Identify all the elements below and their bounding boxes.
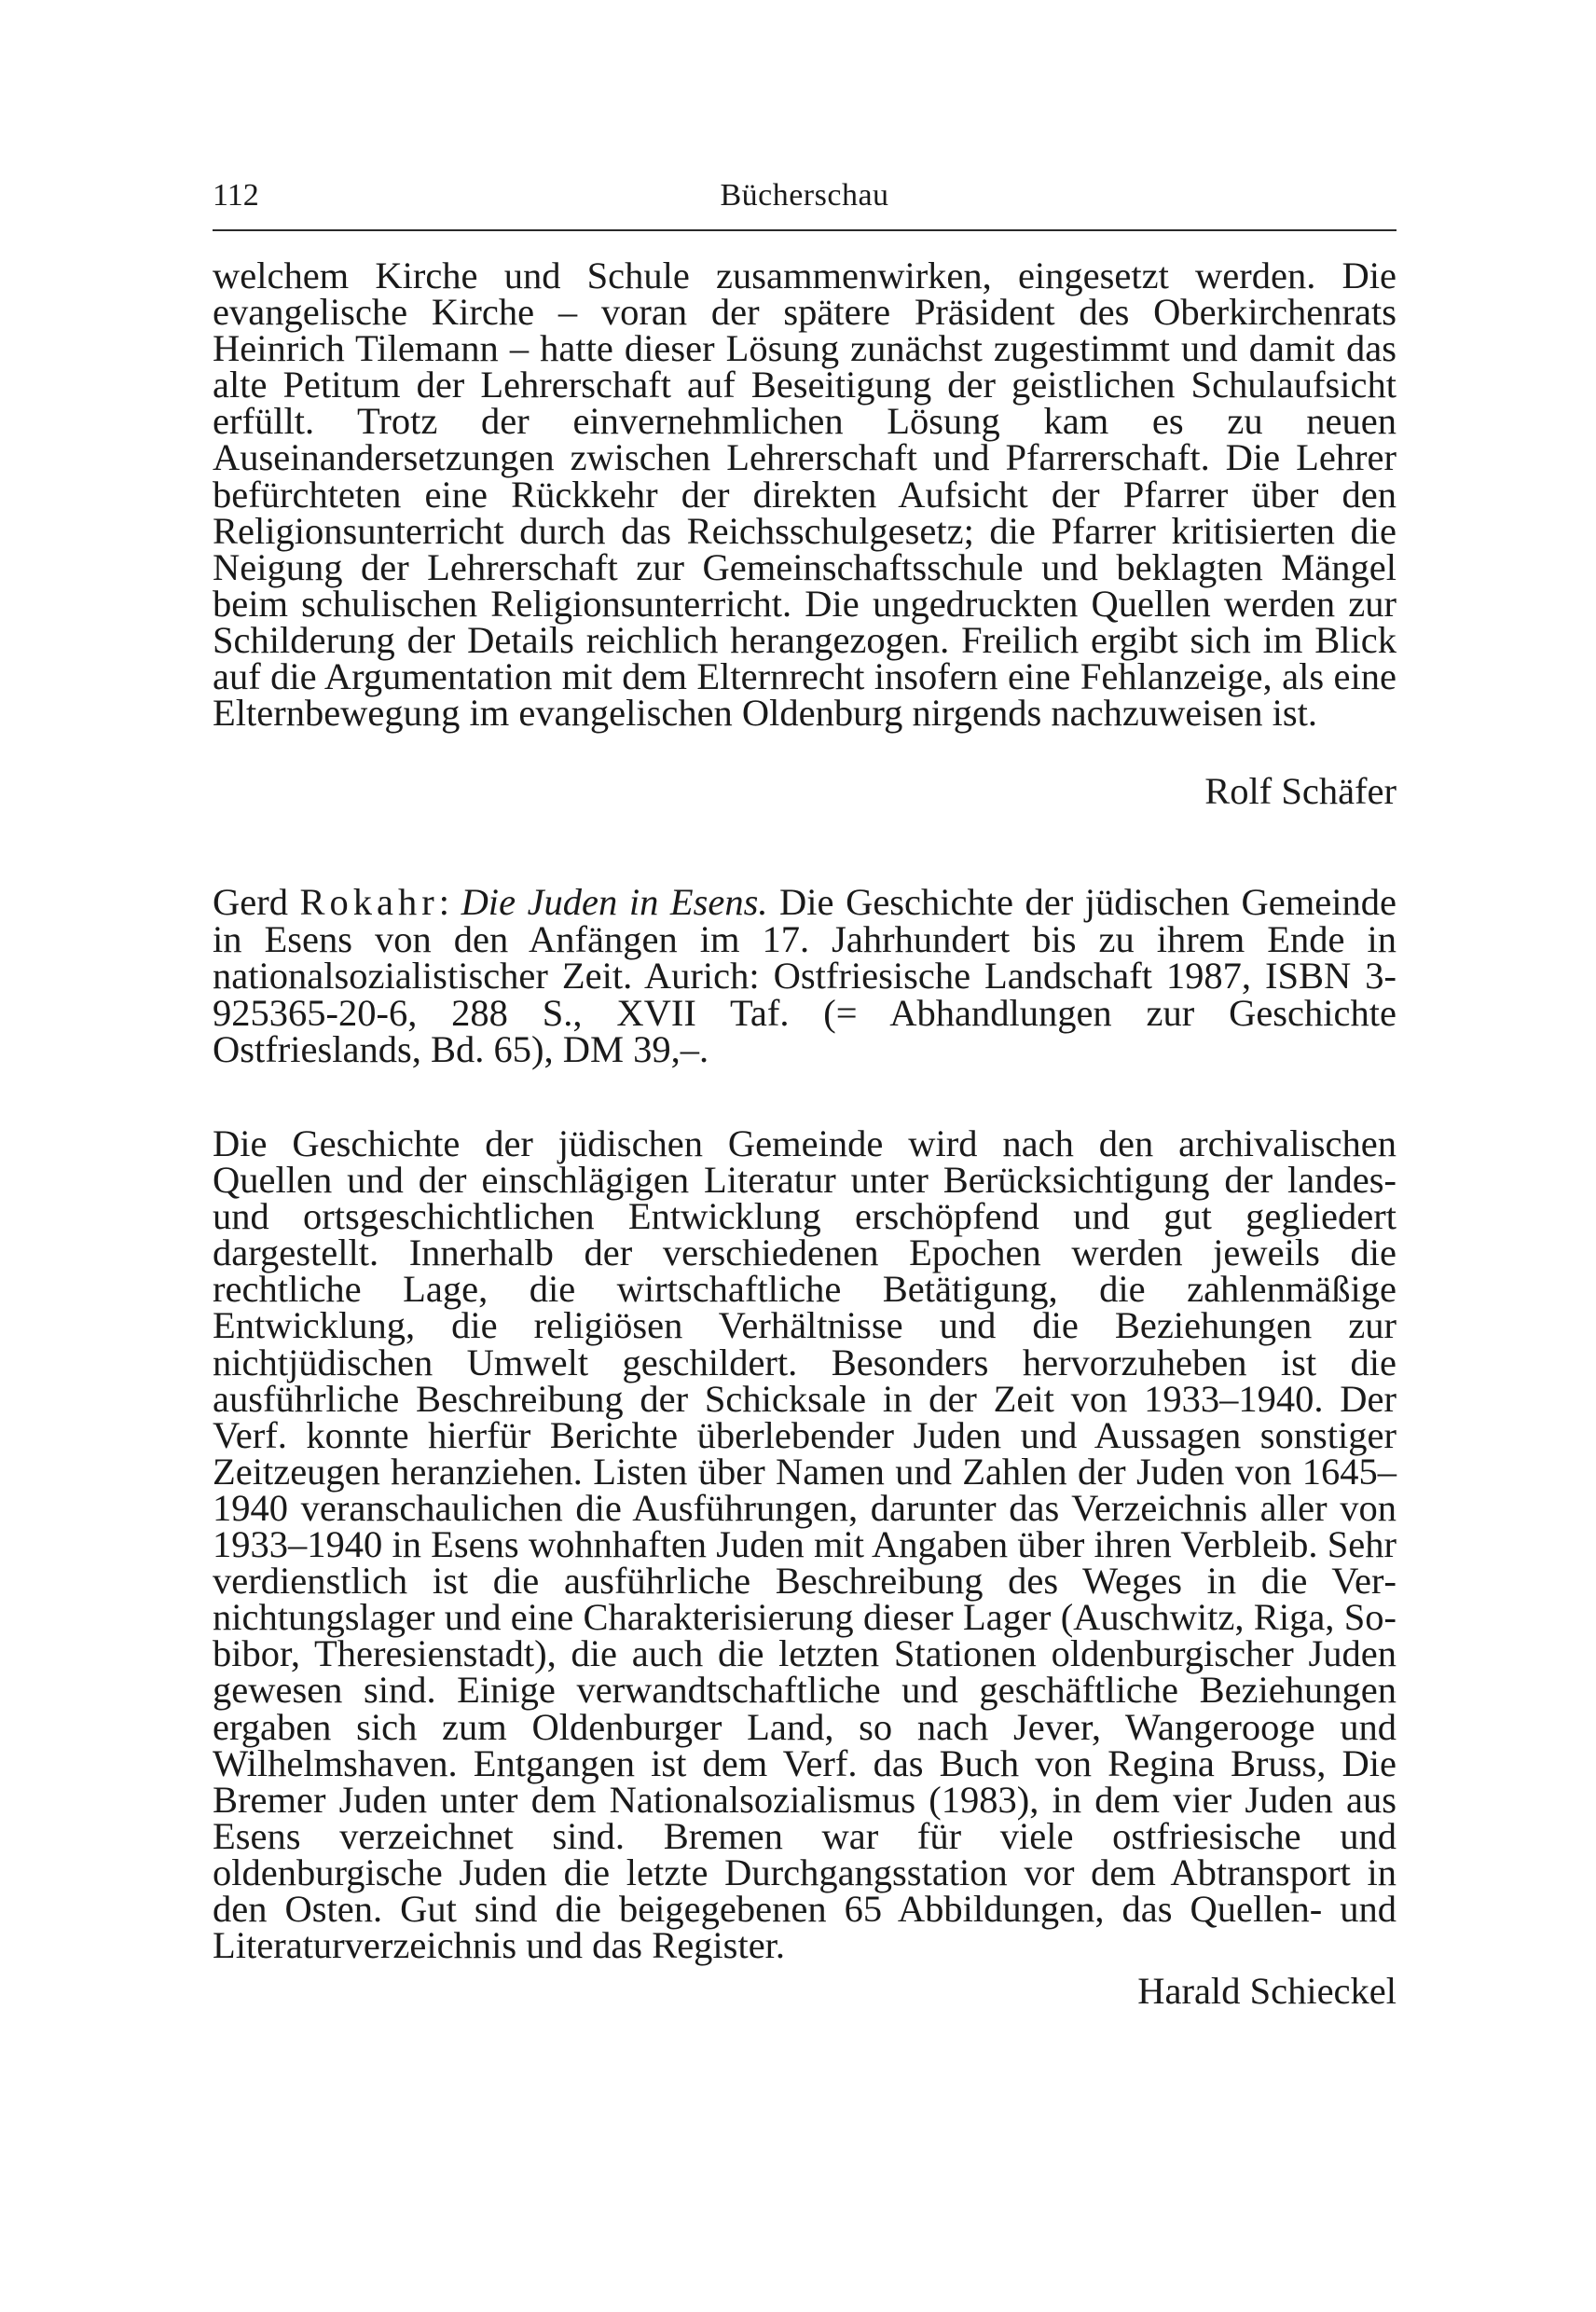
citation-details: Die Geschichte der jüdischen Gemeinde in Esens von den Anfängen im 17. Jahrhundert bis zu ihrem Ende in nationalsozialistischer Zeit. Aurich: Ostfriesische Landschaft 1987, ISBN 3-925365-20-6, 288 S., XVII Taf. (= Abhandlungen zur Geschichte Ostfrieslands, Bd. 65), DM 39,–. xyxy=(213,881,1396,1070)
review-2-body: Die Geschichte der jüdischen Gemeinde wird nach den archivalischen Quellen und der einschlägigen Literatur unter Berücksichtigung der landes- und ortsgeschichtlichen Entwicklung erschöpfend und gut gegliedert dargestellt. Innerhalb der verschiedenen Epochen werden jeweils die rechtliche Lage, die wirtschaftliche Betätigung, die zahlenmäßige Entwicklung, die religiösen Verhältnisse und die Beziehungen zur nichtjüdischen Umwelt geschildert. Besonders hervorzuheben ist die ausführliche Beschreibung der Schicksale in der Zeit von 1933–1940. Der Verf. konnte hierfür Berichte überlebender Juden und Aussagen sonstiger Zeitzeugen heranziehen. Listen über Namen und Zahlen der Juden von 1645–1940 veranschaulichen die Ausführungen, darunter das Verzeichnis aller von 1933–1940 in Esens wohnhaften Juden mit Angaben über ihren Verbleib. Sehr verdienstlich ist die ausführliche Beschreibung des Weges in die Vernichtungslager und eine Charakterisierung dieser Lager (Auschwitz, Riga, Sobibor, Theresienstadt), die auch die letzten Stationen oldenburgischer Juden gewesen sind. Einige verwandtschaftliche und geschäftliche Beziehungen ergaben sich zum Oldenburger Land, so nach Jever, Wangerooge und Wilhelmshaven. Entgangen ist dem Verf. das Buch von Regina Bruss, Die Bremer Juden unter dem Nationalsozialismus (1983), in dem vier Juden aus Esens verzeichnet sind. Bremen war für viele ostfriesische und oldenburgische Juden die letzte Durchgangsstation vor dem Abtransport in den Osten. Gut sind die beigegebenen 65 Abbildungen, das Quellen- und Literaturverzeichnis und das Register. xyxy=(213,1122,1396,1967)
page-header xyxy=(213,177,1396,231)
review-2-reviewer: Harald Schieckel xyxy=(1137,1970,1396,2012)
review-1-body: welchem Kirche und Schule zusammenwirken, eingesetzt werden. Die evangelische Kirche – voran der spätere Präsident des Oberkirchenrats Heinrich Tilemann – hatte dieser Lösung zunächst zugestimmt und damit das alte Petitum der Lehrerschaft auf Beseitigung der geistlichen Schulaufsicht erfüllt. Trotz der einvernehmlichen Lösung kam es zu neuen Auseinandersetzungen zwischen Lehrerschaft und Pfarrerschaft. Die Lehrer befürchteten eine Rückkehr der direkten Aufsicht der Pfarrer über den Religionsunterricht durch das Reichsschulgesetz; die Pfarrer kritisierten die Neigung der Lehrerschaft zur Gemeinschaftsschule und beklagten Mängel beim schulischen Religionsunterricht. Die ungedruckten Quellen werden zur Schilderung der Details reichlich herangezogen. Freilich ergibt sich im Blick auf die Argumentation mit dem Elternrecht insofern eine Fehlanzeige, als eine Elternbewegung im evangelischen Oldenburg nirgends nachzuweisen ist. xyxy=(213,255,1396,735)
review-2-citation xyxy=(213,881,1396,1070)
review-1-reviewer: Rolf Schäfer xyxy=(1204,770,1396,812)
citation-first-name: Gerd xyxy=(213,881,288,923)
running-head: Bücherschau xyxy=(720,178,889,213)
citation-separator: : xyxy=(438,881,450,923)
citation-surname: Rokahr xyxy=(299,881,439,923)
page-number: 112 xyxy=(213,178,259,213)
citation-book-title: Die Juden in Esens. xyxy=(461,881,768,923)
